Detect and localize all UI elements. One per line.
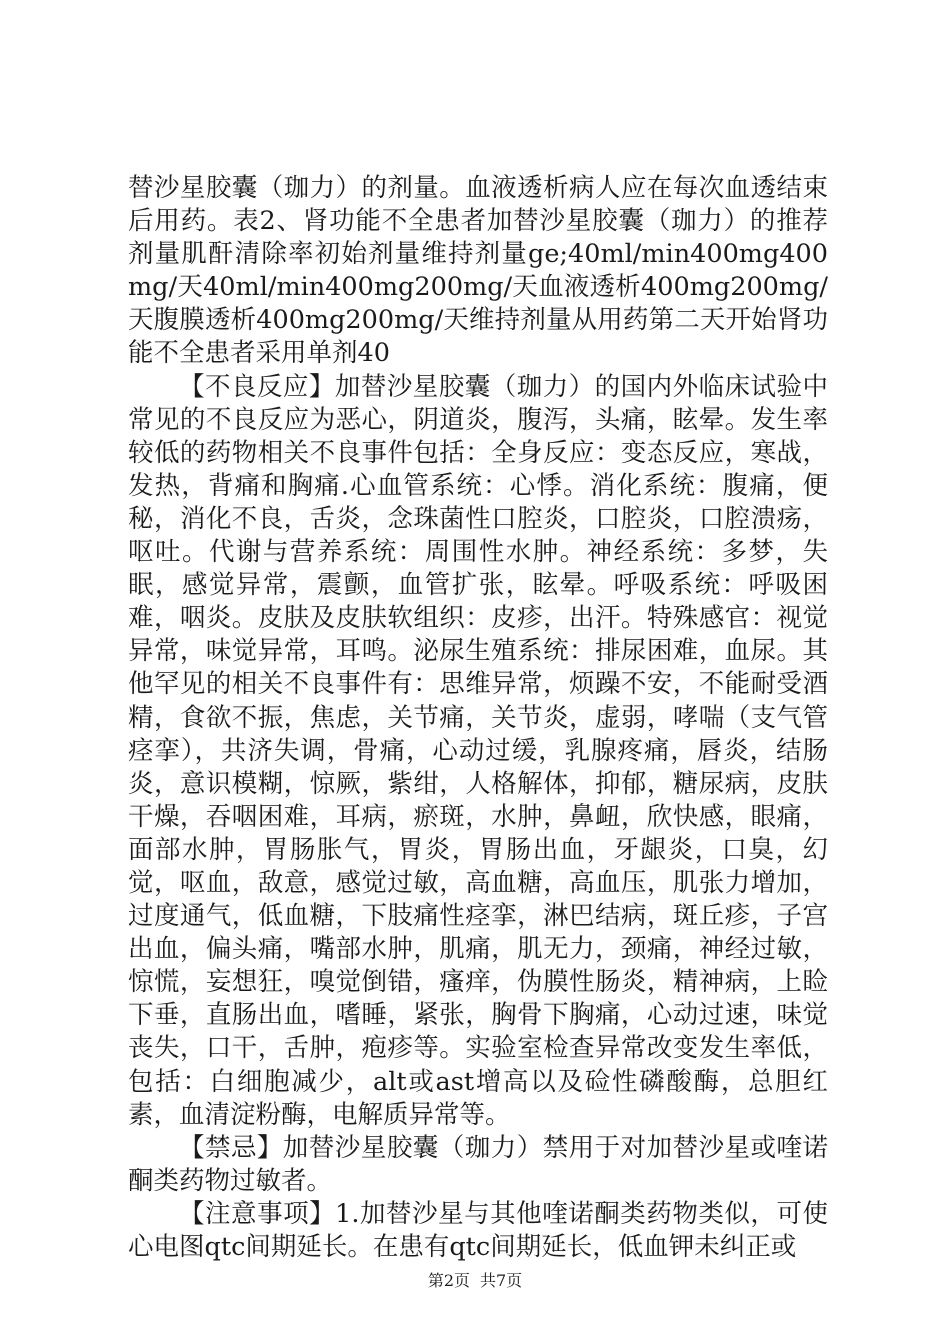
page-footer xyxy=(0,1268,950,1291)
paragraph-dosage-continued: 替沙星胶囊（珈力）的剂量。血液透析病人应在每次血透结束后用药。表2、肾功能不全患者加替沙星胶囊（珈力）的推荐剂量肌酐清除率初始剂量维持剂量ge;40ml/min400mg400mg/天40ml/min400mg200mg/天血液透析400mg200mg/天腹膜透析400mg200mg/天维持剂量从用药第二天开始肾功能不全患者采用单剂40 xyxy=(128,173,828,369)
page-total: 共7页 xyxy=(480,1271,523,1290)
paragraph-contraindications: 【禁忌】加替沙星胶囊（珈力）禁用于对加替沙星或喹诺酮类药物过敏者。 xyxy=(128,1132,828,1196)
page-number: 第2页 xyxy=(427,1271,470,1290)
paragraph-adverse-reactions: 【不良反应】加替沙星胶囊（珈力）的国内外临床试验中常见的不良反应为恶心，阴道炎，腹泻，头痛，眩晕。发生率较低的药物相关不良事件包括：全身反应：变态反应，寒战，发热，背痛和胸痛.心血管系统：心悸。消化系统：腹痛，便秘，消化不良，舌炎，念珠菌性口腔炎，口腔炎，口腔溃疡，呕吐。代谢与营养系统：周围性水肿。神经系统：多梦，失眠，感觉异常，震颤，血管扩张，眩晕。呼吸系统：呼吸困难，咽炎。皮肤及皮肤软组织：皮疹，出汗。特殊感官：视觉异常，味觉异常，耳鸣。泌尿生殖系统：排尿困难，血尿。其他罕见的相关不良事件有：思维异常，烦躁不安，不能耐受酒精，食欲不振，焦虑，关节痛，关节炎，虚弱，哮喘（支气管痉挛），共济失调，骨痛，心动过缓，乳腺疼痛，唇炎，结肠炎，意识模糊，惊厥，紫绀，人格解体，抑郁，糖尿病，皮肤干燥，吞咽困难，耳病，瘀斑，水肿，鼻衄，欣快感，眼痛，面部水肿，胃肠胀气，胃炎，胃肠出血，牙龈炎，口臭，幻觉，呕血，敌意，感觉过敏，高血糖，高血压，肌张力增加，过度通气，低血糖，下肢痛性痉挛，淋巴结病，斑丘疹，子宫出血，偏头痛，嘴部水肿，肌痛，肌无力，颈痛，神经过敏，惊慌，妄想狂，嗅觉倒错，瘙痒，伪膜性肠炎，精神病，上睑下垂，直肠出血，嗜睡，紧张，胸骨下胸痛，心动过速，味觉丧失，口干，舌肿，疱疹等。实验室检查异常改变发生率低，包括：白细胞减少，alt或ast增高以及硷性磷酸酶，总胆红素，血清淀粉酶，电解质异常等。 xyxy=(128,371,828,1130)
paragraph-precautions: 【注意事项】1.加替沙星与其他喹诺酮类药物类似，可使心电图qtc间期延长。在患有qtc间期延长，低血钾未纠正或 xyxy=(128,1198,828,1262)
document-body xyxy=(128,172,828,1264)
